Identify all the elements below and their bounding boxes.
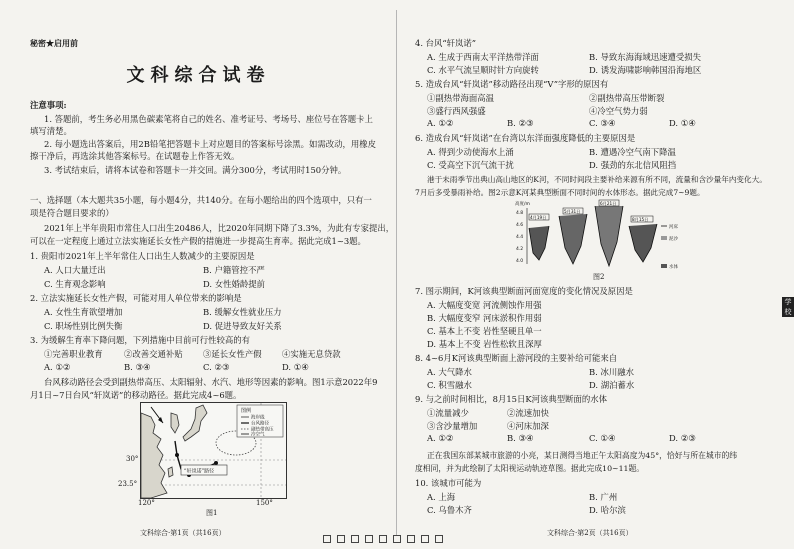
figure-1-svg: [141, 403, 286, 498]
typhoon-label: “轩岚诺”路径: [184, 468, 215, 475]
option[interactable]: C. 基本上不变 岩性坚硬且单一: [427, 326, 542, 336]
option[interactable]: C. ②③: [203, 362, 230, 372]
legend-entry: 副热带高压: [251, 427, 274, 433]
option[interactable]: D. ①④: [669, 118, 696, 128]
option[interactable]: B. ③④: [124, 362, 151, 372]
statement-item: ②改善交通补贴: [124, 349, 183, 359]
panel-label: 5月31日: [564, 209, 581, 214]
statement-item: ③延长女性产假: [203, 349, 262, 359]
lat-label: 23.5°: [118, 480, 138, 488]
statement-item: ②副热带高压带断裂: [589, 93, 665, 103]
statement-item: ②流速加快: [507, 408, 549, 418]
option[interactable]: B. 广州: [589, 492, 618, 502]
statement-item: ①副热带海面高温: [427, 93, 494, 103]
option[interactable]: A. 大气降水: [427, 367, 472, 377]
note-line: 填写清楚。: [30, 126, 72, 136]
option[interactable]: D. 强劲的东北信风阻挡: [589, 160, 677, 170]
section-title: 一、选择题（本大题共35小题，每小题4分，共140分。在每小题给出的四个选项中，只有一: [30, 195, 372, 205]
square-icon: [323, 535, 331, 543]
option[interactable]: B. 导致东海海域迅速遭受损失: [589, 52, 701, 62]
option[interactable]: B. 冰川融水: [589, 367, 634, 377]
question-stem: 4. 台风“轩岚诺”: [415, 38, 477, 48]
note-line: 1. 答题前，考生务必用黑色碳素笔将自己的姓名、准考证号、考场号、座位号在答题卡上: [44, 114, 373, 124]
profile-panel: [529, 214, 549, 260]
option[interactable]: A. 人口大量迁出: [44, 265, 106, 275]
option[interactable]: D. 促进导致友好关系: [203, 321, 282, 331]
statement-item: ④实施无息贷款: [282, 349, 341, 359]
option[interactable]: D. 诱发海啸影响韩国沿海地区: [589, 65, 702, 75]
page-footer: 文科综合·第2页（共16页）: [547, 529, 633, 537]
option[interactable]: A. 生成于西南太平洋热带洋面: [427, 52, 539, 62]
question-stem: 7. 图示期间，K河该典型断面河面宽度的变化情况及原因是: [415, 286, 633, 296]
profile-panel: [629, 216, 657, 262]
question-stem: 10. 该城市可能为: [415, 478, 482, 488]
figure-caption: 图1: [206, 509, 218, 517]
intro-line: 7月后多受暴雨补给。图2示意K河某典型断面不同时间的水体形态。据此完成7~9题。: [415, 188, 705, 197]
option[interactable]: A. 大幅度变宽 河流侧蚀作用强: [427, 300, 542, 310]
y-tick: 4.2: [516, 247, 524, 252]
statement-item: ①流量减少: [427, 408, 469, 418]
question-stem: 2. 立法实施延长女性产假，可能对用人单位带来的影响是: [30, 293, 242, 303]
lon-label: 120°: [138, 499, 155, 507]
option[interactable]: B. 大幅度变窄 河床淤积作用弱: [427, 313, 542, 323]
typhoon-position-icon: [175, 453, 179, 457]
square-icon: [379, 535, 387, 543]
option[interactable]: C. 乌鲁木齐: [427, 505, 472, 515]
page-title: 文科综合试卷: [126, 65, 271, 86]
option[interactable]: A. 女性生育欲望增加: [44, 307, 123, 317]
legend-entry: 泥沙: [669, 237, 678, 242]
binding-tab: 学校: [782, 297, 794, 317]
square-icon: [351, 535, 359, 543]
option[interactable]: B. 缓解女性就业压力: [203, 307, 282, 317]
legend-water-swatch: [661, 264, 667, 268]
option[interactable]: A. 上海: [427, 492, 456, 502]
y-axis-label: 高度/m: [515, 202, 530, 207]
y-tick: 4.0: [516, 259, 524, 264]
option[interactable]: A. ①②: [44, 362, 71, 372]
intro-line: 台风移动路径会受到副热带高压、太阳辐射、水汽、地形等因素的影响。图1示意2022年9: [44, 377, 378, 387]
page-footer: 文科综合·第1页（共16页）: [140, 529, 226, 537]
note-line: 2. 每小题选出答案后，用2B铅笔把答题卡上对应题目的答案标号涂黑。如需改动，用橡皮: [44, 139, 377, 149]
question-stem: 6. 造成台风“轩岚诺”在台湾以东洋面强度降低的主要原因是: [415, 133, 636, 143]
legend-sediment-swatch: [661, 236, 667, 240]
section-title-2: 项是符合题目要求的）: [30, 208, 114, 218]
statement-item: ④冷空气势力弱: [589, 106, 648, 116]
legend-entry: 海岸线: [251, 415, 265, 421]
profile-panel: [595, 200, 623, 266]
option[interactable]: D. 哈尔滨: [589, 505, 626, 515]
question-stem: 1. 贵阳市2021年上半年常住人口出生人数减少的主要原因是: [30, 251, 255, 261]
question-stem: 9. 与之前时间相比，8月15日K河该典型断面的水体: [415, 394, 608, 404]
y-tick: 4.8: [516, 211, 524, 216]
option[interactable]: D. 基本上不变 岩性松软且深厚: [427, 339, 542, 349]
option[interactable]: D. 湖泊蓄水: [589, 380, 635, 390]
figure-1-map: [140, 402, 287, 499]
note-line: 3. 考试结束后，请将本试卷和答题卡一并交回。满分300分，考试用时150分钟。: [44, 165, 347, 175]
intro-line: 2021年上半年贵阳市常住人口出生20486人，比2020年同期下降了3.3%，为此有专家提出，: [44, 223, 395, 233]
y-tick: 4.4: [516, 235, 524, 240]
secret-mark: 秘密★启用前: [30, 38, 78, 48]
option[interactable]: C. 水平气流呈顺时针方向旋转: [427, 65, 539, 75]
panel-label: 6月21日: [600, 201, 617, 206]
figure-caption: 图2: [593, 273, 605, 281]
question-stem: 5. 造成台风“轩岚诺”移动路径出现“V”字形的原因有: [415, 79, 609, 89]
option[interactable]: A. ①②: [427, 433, 454, 443]
statement-item: ③盛行西风强盛: [427, 106, 486, 116]
option[interactable]: D. 女性婚龄提前: [203, 279, 265, 289]
option[interactable]: C. ①④: [589, 433, 616, 443]
question-stem: 8. 4~6月K河该典型断面上游河段的主要补给可能来自: [415, 353, 618, 363]
option[interactable]: B. 遭遇冷空气南下降温: [589, 147, 676, 157]
option[interactable]: C. 受高空下沉气流干扰: [427, 160, 514, 170]
option[interactable]: C. ③④: [589, 118, 616, 128]
intro-line: 月1日~7日台风“轩岚诺”的移动路径。据此完成4~6题。: [30, 390, 242, 400]
y-tick: 4.6: [516, 223, 524, 228]
legend-entry: 水体: [669, 265, 678, 270]
option[interactable]: A. ①②: [427, 118, 454, 128]
intro-line: 港于未雨季节出典山高山地区的K河，不同时间段主要补给来源有所不同，流量和含沙量年内变化大。: [427, 175, 767, 184]
legend-title: 图例: [241, 408, 252, 414]
intro-line: 正在我国东部某城市旅游的小亮，某日测得当地正午太阳高度为45°，恰好与所在城市的纬: [427, 451, 738, 460]
lon-label: 150°: [256, 499, 273, 507]
profile-panel: [559, 208, 587, 264]
statement-item: ④河床加深: [507, 421, 549, 431]
legend-entry: 台风路径: [251, 421, 269, 427]
statement-item: ③含沙量增加: [427, 421, 478, 431]
figure-2-profiles: [515, 198, 695, 274]
option[interactable]: B. ③④: [507, 433, 534, 443]
lat-label: 30°: [126, 455, 139, 463]
option[interactable]: B. ②③: [507, 118, 534, 128]
option[interactable]: D. ①④: [282, 362, 309, 372]
square-icon: [365, 535, 373, 543]
figure-2-svg: [515, 198, 695, 274]
option[interactable]: D. ②③: [669, 433, 696, 443]
typhoon-position-icon: [214, 461, 218, 465]
statement-item: ①完善职业教育: [44, 349, 103, 359]
option[interactable]: C. 积雪融水: [427, 380, 472, 390]
island-coast: [168, 467, 173, 477]
legend-entry: 冷空气: [251, 432, 265, 438]
panel-label: 8月15日: [632, 217, 649, 222]
option[interactable]: B. 户籍管控不严: [203, 265, 265, 275]
option[interactable]: C. 职场性别比例失衡: [44, 321, 123, 331]
panel-label: 4月19日: [530, 215, 547, 220]
water-body-shape: [595, 206, 623, 266]
legend-entry: 河床: [669, 225, 678, 230]
square-icon: [337, 535, 345, 543]
option[interactable]: C. 生育观念影响: [44, 279, 106, 289]
notice-heading: 注意事项:: [30, 100, 67, 110]
note-line: 擦干净后，再选涂其他答案标号。在试题卷上作答无效。: [30, 151, 240, 161]
intro-line: 可以在一定程度上通过立法实施延长女性产假的措施进一步提高生育率。据此完成1~3题。: [30, 236, 366, 246]
option[interactable]: A. 得到少动使海水上涌: [427, 147, 514, 157]
right-page: [397, 0, 794, 549]
intro-line: 度相同，并为此绘制了太阳视运动轨迹草图。据此完成10~11题。: [415, 464, 645, 473]
question-stem: 3. 为缓解生育率下降问题，下列措施中目前可行性较高的有: [30, 335, 251, 345]
